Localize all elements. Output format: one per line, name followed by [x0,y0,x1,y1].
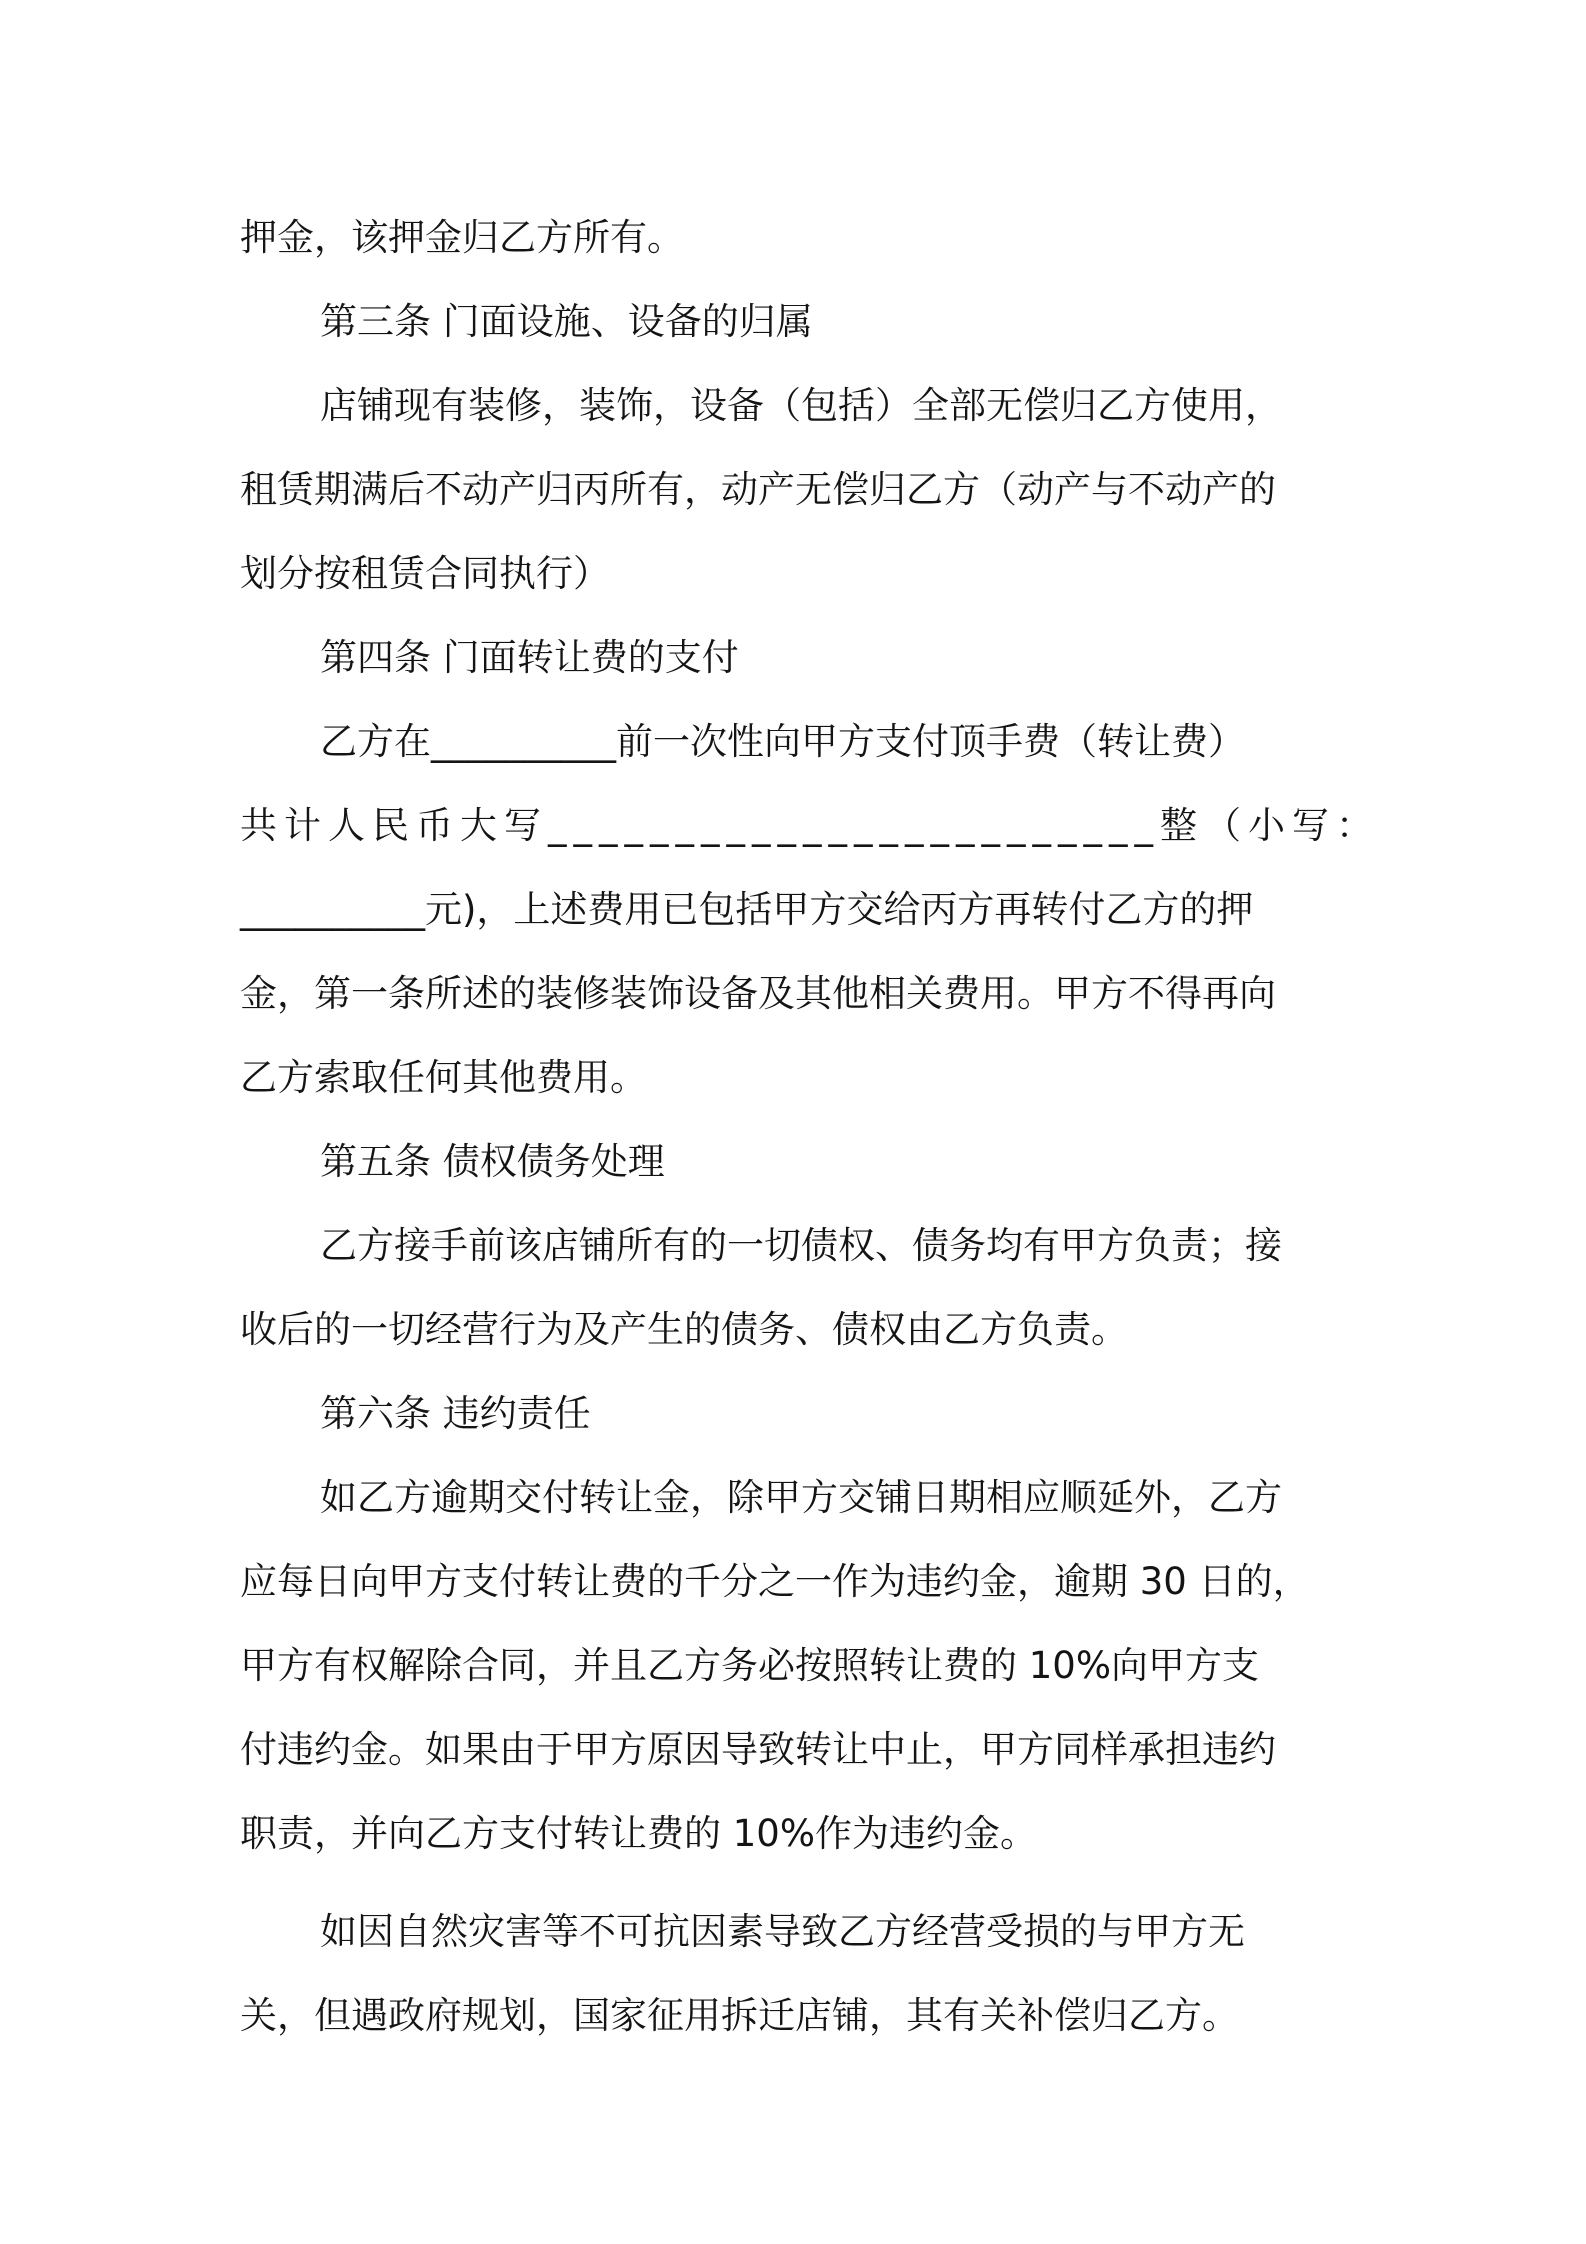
paragraph-line: 乙方接手前该店铺所有的一切债权、债务均有甲方负责；接 [320,1224,1282,1267]
paragraph-line: 乙方在__________前一次性向甲方支付顶手费（转让费） [320,720,1245,763]
paragraph-line: 关，但遇政府规划，国家征用拆迁店铺，其有关补偿归乙方。 [240,1994,1239,2037]
paragraph-gap [240,1876,1354,1890]
paragraph-line: __________元)，上述费用已包括甲方交给丙方再转付乙方的押 [240,888,1254,931]
paragraph-line: 甲方有权解除合同，并且乙方务必按照转让费的 10%向甲方支 [240,1644,1259,1687]
paragraph-line: 店铺现有装修，装饰，设备（包括）全部无偿归乙方使用， [320,384,1282,427]
paragraph-line: 划分按租赁合同执行） [240,552,610,595]
article-heading-5: 第五条 债权债务处理 [320,1140,665,1183]
article-heading-6: 第六条 违约责任 [320,1392,591,1435]
paragraph-line: 共计人民币大写________________________整（小写： [240,804,1380,847]
article-heading-4: 第四条 门面转让费的支付 [320,636,739,679]
paragraph-line: 如因自然灾害等不可抗因素导致乙方经营受损的与甲方无 [320,1910,1245,1953]
paragraph-line: 收后的一切经营行为及产生的债务、债权由乙方负责。 [240,1308,1128,1351]
paragraph-line: 租赁期满后不动产归丙所有，动产无偿归乙方（动产与不动产的 [240,468,1276,511]
document-body [240,196,1380,2058]
paragraph-line: 乙方索取任何其他费用。 [240,1056,647,1099]
article-heading-3: 第三条 门面设施、设备的归属 [320,300,813,343]
paragraph-line: 如乙方逾期交付转让金，除甲方交铺日期相应顺延外，乙方 [320,1476,1282,1519]
paragraph-line: 押金，该押金归乙方所有。 [240,216,684,259]
paragraph-line: 应每日向甲方支付转让费的千分之一作为违约金，逾期 30 日的， [240,1560,1310,1603]
paragraph-line: 金，第一条所述的装修装饰设备及其他相关费用。甲方不得再向 [240,972,1276,1015]
paragraph-line: 职责，并向乙方支付转让费的 10%作为违约金。 [240,1812,1037,1855]
paragraph-line: 付违约金。如果由于甲方原因导致转让中止，甲方同样承担违约 [240,1728,1276,1771]
